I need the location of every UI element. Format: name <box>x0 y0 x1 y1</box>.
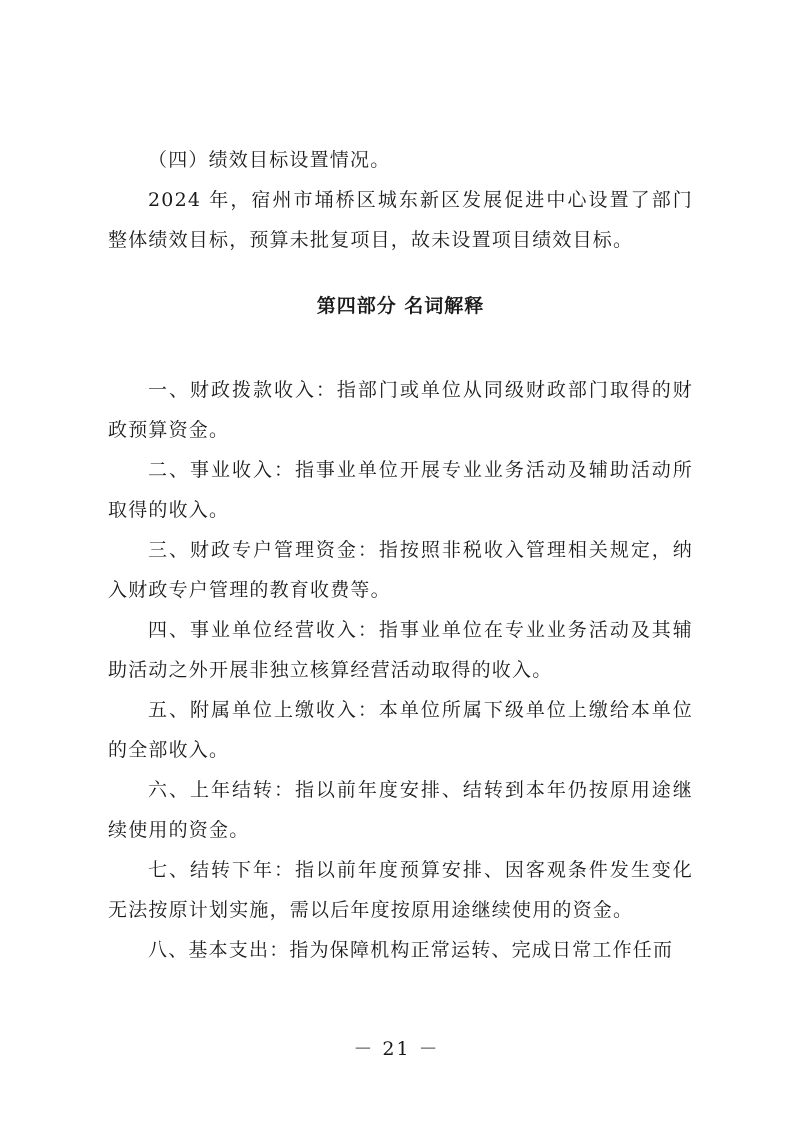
term-item: 四、事业单位经营收入：指事业单位在专业业务活动及其辅助活动之外开展非独立核算经营活动取得的收入。 <box>108 619 693 681</box>
term-item: 八、基本支出：指为保障机构正常运转、完成日常工作任而 <box>148 939 674 961</box>
term-item: 五、附属单位上缴收入：本单位所属下级单位上缴给本单位的全部收入。 <box>108 699 693 761</box>
term-item: 二、事业收入：指事业单位开展专业业务活动及辅助活动所取得的收入。 <box>108 459 693 521</box>
subsection-heading: （四）绩效目标设置情况。 <box>148 149 391 171</box>
term-item: 七、结转下年：指以前年度预算安排、因客观条件发生变化无法按原计划实施，需以后年度按原用途继续使用的资金。 <box>108 859 693 921</box>
term-item: 一、财政拨款收入：指部门或单位从同级财政部门取得的财政预算资金。 <box>108 379 693 441</box>
page-content <box>108 140 693 970</box>
subsection-body: 2024 年，宿州市埇桥区城东新区发展促进中心设置了部门整体绩效目标，预算未批复项目，故未设置项目绩效目标。 <box>108 189 693 251</box>
term-item: 六、上年结转：指以前年度安排、结转到本年仍按原用途继续使用的资金。 <box>108 779 693 841</box>
section-title: 第四部分 名词解释 <box>316 295 485 317</box>
term-item: 三、财政专户管理资金：指按照非税收入管理相关规定，纳入财政专户管理的教育收费等。 <box>108 539 693 601</box>
page-number: － 21 － <box>353 1038 440 1060</box>
